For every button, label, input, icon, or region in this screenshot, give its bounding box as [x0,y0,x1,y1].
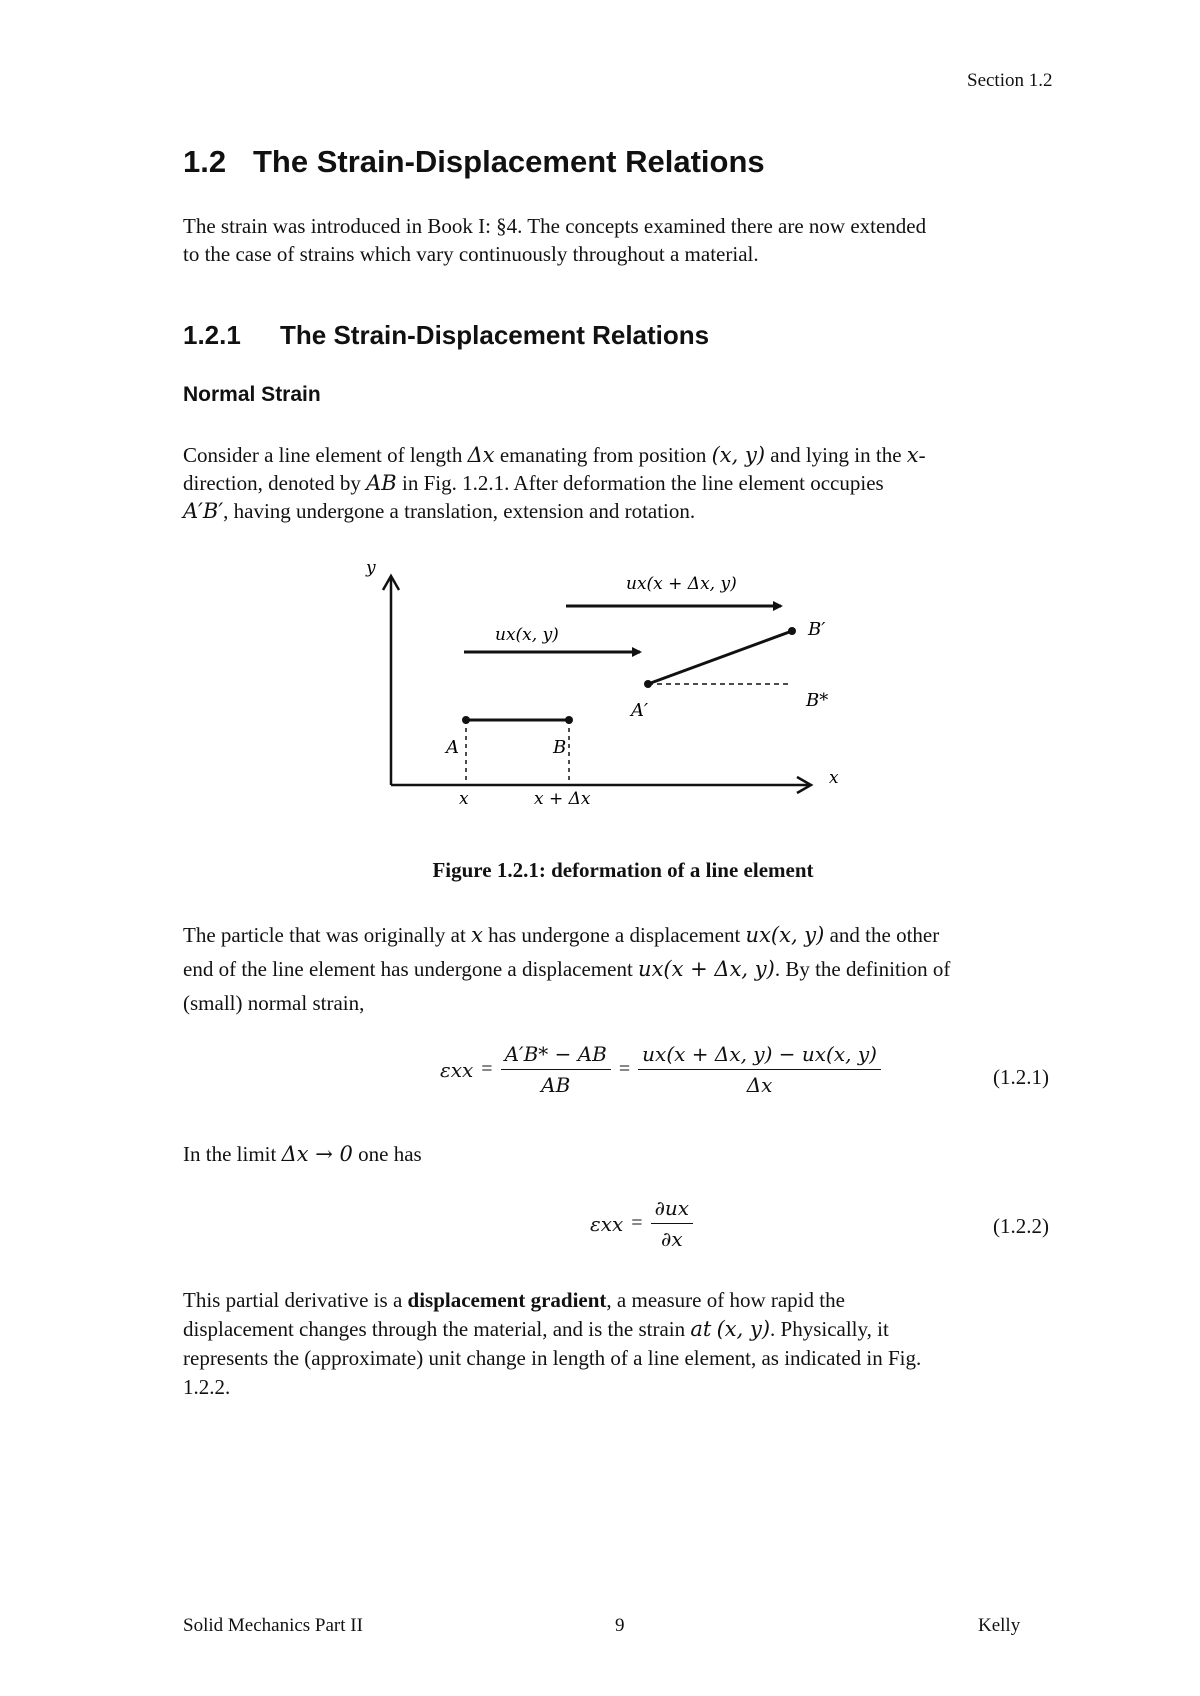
footer-left: Solid Mechanics Part II [183,1615,363,1636]
label-B-star: B* [806,690,829,711]
para1-line-1 [183,441,1063,469]
text-run: Consider a line element of length [183,443,468,467]
point-B [565,716,573,724]
text-run: . By the definition of [774,957,951,981]
equation-number-1-2-1: (1.2.1) [993,1065,1049,1089]
intro-line-2: to the case of strains which vary continuously throughout a material. [183,242,759,266]
text-run: end of the line element has undergone a displacement [183,957,639,981]
math-inline: AB [366,471,397,495]
text-run: displacement changes through the material, and is the strain [183,1317,691,1341]
point-A [462,716,470,724]
para3-line-3: represents the (approximate) unit change in length of a line element, as indicated in Fig. [183,1346,922,1370]
math-inline: (x, y) [711,443,766,467]
equals-sign: = [631,1212,643,1234]
intro-line-1: The strain was introduced in Book I: §4. The concepts examined there are now extended [183,214,927,238]
label-A-prime: A′ [631,700,649,721]
footer-right: Kelly [978,1615,1021,1636]
para2-line-3: (small) normal strain, [183,991,365,1015]
eq1-frac2-numerator: ux(x + Δx, y) − ux(x, y) [638,1042,881,1070]
text-run: in Fig. 1.2.1. After deformation the line element occupies [396,471,884,495]
eq2-fraction [651,1196,694,1251]
figure-caption: Figure 1.2.1: deformation of a line element [432,858,814,882]
subsection-title-text: The Strain-Displacement Relations [280,320,710,350]
subsection-title [183,320,709,351]
para1-line-2 [183,469,1063,497]
subsubsection-title: Normal Strain [183,383,321,406]
eq1-lhs: εxx [440,1057,474,1082]
subsection-number: 1.2.1 [183,320,241,350]
eq1-fraction-2 [638,1042,881,1097]
eq1-frac1-numerator: A′B* − AB [501,1042,611,1070]
para2-line-2 [183,952,1063,986]
x-axis-label: x [829,768,839,788]
equation-1-2-1 [440,1042,881,1097]
label-A: A [446,737,459,758]
eq2-denominator: ∂x [661,1227,683,1251]
limit-line [183,1140,1063,1168]
label-B-prime: B′ [808,619,826,640]
eq1-frac1-denominator: AB [541,1073,571,1097]
text-run: , having undergone a translation, extension and rotation. [223,499,696,523]
label-u-x-y: ux(x, y) [495,625,559,645]
math-inline: Δx → 0 [281,1142,353,1166]
equation-1-2-2 [590,1196,693,1251]
math-inline: A′B′ [183,499,224,523]
intro-paragraph [183,212,1063,268]
deformation-figure [340,560,860,820]
running-header: Section 1.2 [967,70,1053,91]
text-run: one has [352,1142,422,1166]
math-inline: ux(x + Δx, y) [638,957,775,981]
para3-line-2 [183,1315,1063,1344]
paragraph-displacement-gradient [183,1286,1063,1402]
line-element-A-prime-B-prime [648,631,792,684]
text-run: emanating from position [494,443,712,467]
eq2-lhs: εxx [590,1211,624,1236]
text-run: This partial derivative is a [183,1288,408,1312]
point-B-prime [788,627,796,635]
text-run: - [918,443,926,467]
label-B: B [553,737,567,758]
point-A-prime [644,680,652,688]
label-u-x-plus-dx: ux(x + Δx, y) [626,574,737,594]
eq1-fraction-1 [501,1042,611,1097]
eq1-frac2-denominator: Δx [746,1073,773,1097]
math-inline: x [906,443,919,467]
eq2-numerator: ∂ux [651,1196,694,1224]
math-inline: x [471,923,483,947]
para3-line-1 [183,1286,1063,1315]
section-title [183,144,765,180]
paragraph-normal-strain [183,441,1063,525]
math-inline: ux(x, y) [745,923,825,947]
equals-sign: = [618,1058,631,1080]
para1-line-3 [183,497,1063,525]
text-run: . Physically, it [770,1317,889,1341]
math-inline: Δx [467,443,495,467]
para3-line-4: 1.2.2. [183,1375,231,1399]
tick-label-x-plus-dx: x + Δx [534,789,591,809]
section-title-text: The Strain-Displacement Relations [253,144,765,179]
tick-label-x: x [459,789,469,809]
text-run: , a measure of how rapid the [606,1288,845,1312]
paragraph-displacement [183,918,1063,1020]
text-run: In the limit [183,1142,282,1166]
y-axis-label: y [366,560,376,578]
text-run: The particle that was originally at [183,923,472,947]
math-inline: at [690,1317,712,1341]
equation-number-1-2-2: (1.2.2) [993,1214,1049,1238]
text-run: and lying in the [765,443,907,467]
para2-line-1 [183,918,1063,952]
equals-sign: = [481,1058,493,1080]
section-number: 1.2 [183,144,227,179]
bold-term: displacement gradient [407,1288,607,1312]
text-run: direction, denoted by [183,471,367,495]
text-run: has undergone a displacement [482,923,746,947]
math-inline: (x, y) [716,1317,771,1341]
page-number: 9 [615,1615,625,1636]
text-run: and the other [824,923,940,947]
